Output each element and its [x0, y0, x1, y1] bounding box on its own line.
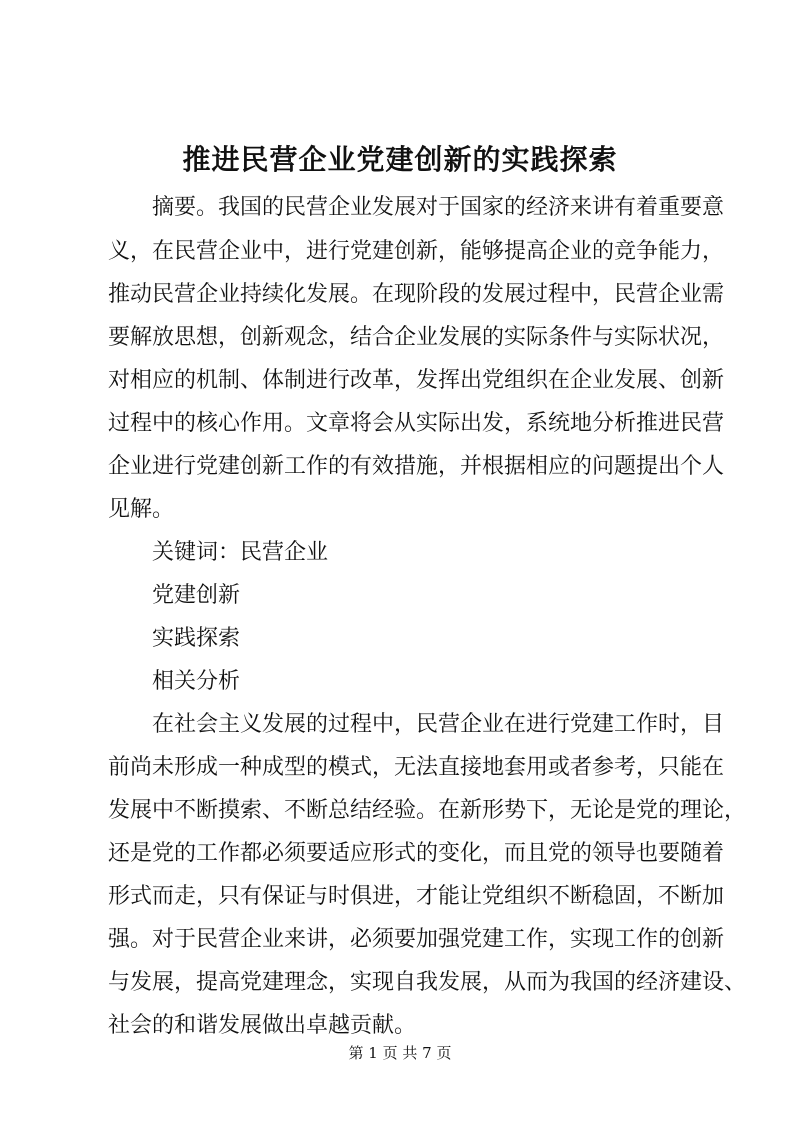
abstract-line: 对相应的机制、体制进行改革，发挥出党组织在企业发展、创新: [108, 368, 725, 393]
body-line: 还是党的工作都必须要适应形式的变化，而且党的领导也要随着: [108, 841, 725, 866]
abstract-line: 见解。: [108, 497, 175, 522]
keyword-item: 相关分析: [152, 669, 241, 694]
abstract-line: 要解放思想，创新观念，结合企业发展的实际条件与实际状况，: [108, 325, 725, 350]
keyword-item: 党建创新: [152, 583, 241, 608]
keyword-item: 实践探索: [152, 626, 241, 651]
keywords-label: 关键词：民营企业: [152, 540, 329, 565]
body-line: 与发展，提高党建理念，实现自我发展，从而为我国的经济建设、: [108, 970, 747, 995]
body-line: 形式而走，只有保证与时俱进，才能让党组织不断稳固，不断加: [108, 884, 725, 909]
body-line: 社会的和谐发展做出卓越贡献。: [108, 1013, 417, 1038]
body-line: 强。对于民营企业来讲，必须要加强党建工作，实现工作的创新: [108, 927, 725, 952]
abstract-line: 摘要。我国的民营企业发展对于国家的经济来讲有着重要意: [152, 195, 725, 220]
abstract-line: 义，在民营企业中，进行党建创新，能够提高企业的竞争能力，: [108, 239, 725, 264]
abstract-line: 推动民营企业持续化发展。在现阶段的发展过程中，民营企业需: [108, 282, 725, 307]
body-line: 前尚未形成一种成型的模式，无法直接地套用或者参考，只能在: [108, 755, 725, 780]
page-footer: 第 1 页 共 7 页: [348, 1044, 452, 1062]
body-line: 在社会主义发展的过程中，民营企业在进行党建工作时，目: [152, 712, 725, 737]
abstract-line: 过程中的核心作用。文章将会从实际出发，系统地分析推进民营: [108, 411, 725, 436]
abstract-line: 企业进行党建创新工作的有效措施，并根据相应的问题提出个人: [108, 454, 725, 479]
body-line: 发展中不断摸索、不断总结经验。在新形势下，无论是党的理论，: [108, 798, 747, 823]
document-title: 推进民营企业党建创新的实践探索: [182, 143, 618, 176]
